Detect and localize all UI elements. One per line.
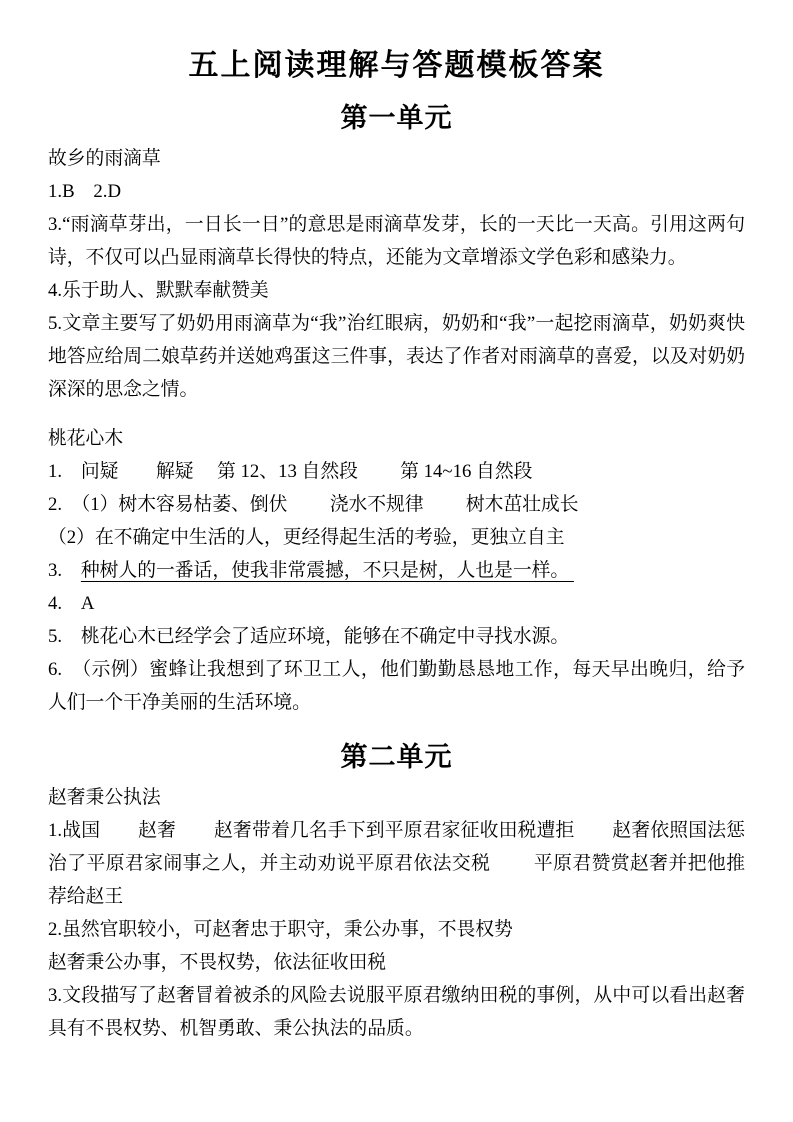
article-title: 桃花心木 xyxy=(48,428,124,449)
answer-line: 4.乐于助人、默默奉献赞美 xyxy=(48,280,269,301)
answer-line: 3.文段描写了赵奢冒着被杀的风险去说服平原君缴纳田税的事例，从中可以看出赵奢具有不畏权势、机智勇敢、秉公执法的品质。 xyxy=(48,985,745,1039)
answer-line: 1.战国 赵奢 赵奢带着几名手下到平原君家征收田税遭拒 赵奢依照国法惩治了平原君家闹事之人，并主动劝说平原君依法交税 平原君赞赏赵奢并把他推荐给赵王 xyxy=(48,820,745,907)
document-content xyxy=(48,98,745,1045)
answer-number: 3. xyxy=(48,560,81,581)
answer-line: 2. （1）树木容易枯萎、倒伏 浇水不规律 树木茁壮成长 xyxy=(48,494,579,515)
answer-line: 6. （示例）蜜蜂让我想到了环卫工人，他们勤勤恳恳地工作，每天早出晚归，给予人们一个干净美丽的生活环境。 xyxy=(48,659,745,713)
answer-line: 4. A xyxy=(48,593,95,614)
underlined-answer-text: 种树人的一番话，使我非常震撼，不只是树，人也是一样。 xyxy=(80,560,574,581)
answer-line: 5.文章主要写了奶奶用雨滴草为“我”治红眼病，奶奶和“我”一起挖雨滴草，奶奶爽快地答应给周二娘草药并送她鸡蛋这三件事，表达了作者对雨滴草的喜爱，以及对奶奶深深的思念之情。 xyxy=(48,313,745,400)
article-title: 赵奢秉公执法 xyxy=(48,787,161,808)
answer-line: 3.“雨滴草芽出，一日长一日”的意思是雨滴草发芽，长的一天比一天高。引用这两句诗，不仅可以凸显雨滴草长得快的特点，还能为文章增添文学色彩和感染力。 xyxy=(48,214,745,268)
document-title: 五上阅读理解与答题模板答案 xyxy=(188,49,605,82)
unit-heading: 第二单元 xyxy=(340,742,453,772)
answer-line: 5. 桃花心木已经学会了适应环境，能够在不确定中寻找水源。 xyxy=(48,626,570,647)
answer-line xyxy=(48,554,745,587)
answer-line: 1.B 2.D xyxy=(48,181,122,202)
answer-line: 1. 问疑 解疑 第 12、13 自然段 第 14~16 自然段 xyxy=(48,461,533,482)
answer-line: 2.虽然官职较小，可赵奢忠于职守，秉公办事，不畏权势 xyxy=(48,919,513,940)
answer-line: （2）在不确定中生活的人，更经得起生活的考验，更独立自主 xyxy=(48,527,565,548)
article-title: 故乡的雨滴草 xyxy=(48,148,161,169)
answer-line: 赵奢秉公办事，不畏权势，依法征收田税 xyxy=(48,952,387,973)
unit-heading: 第一单元 xyxy=(340,103,453,133)
